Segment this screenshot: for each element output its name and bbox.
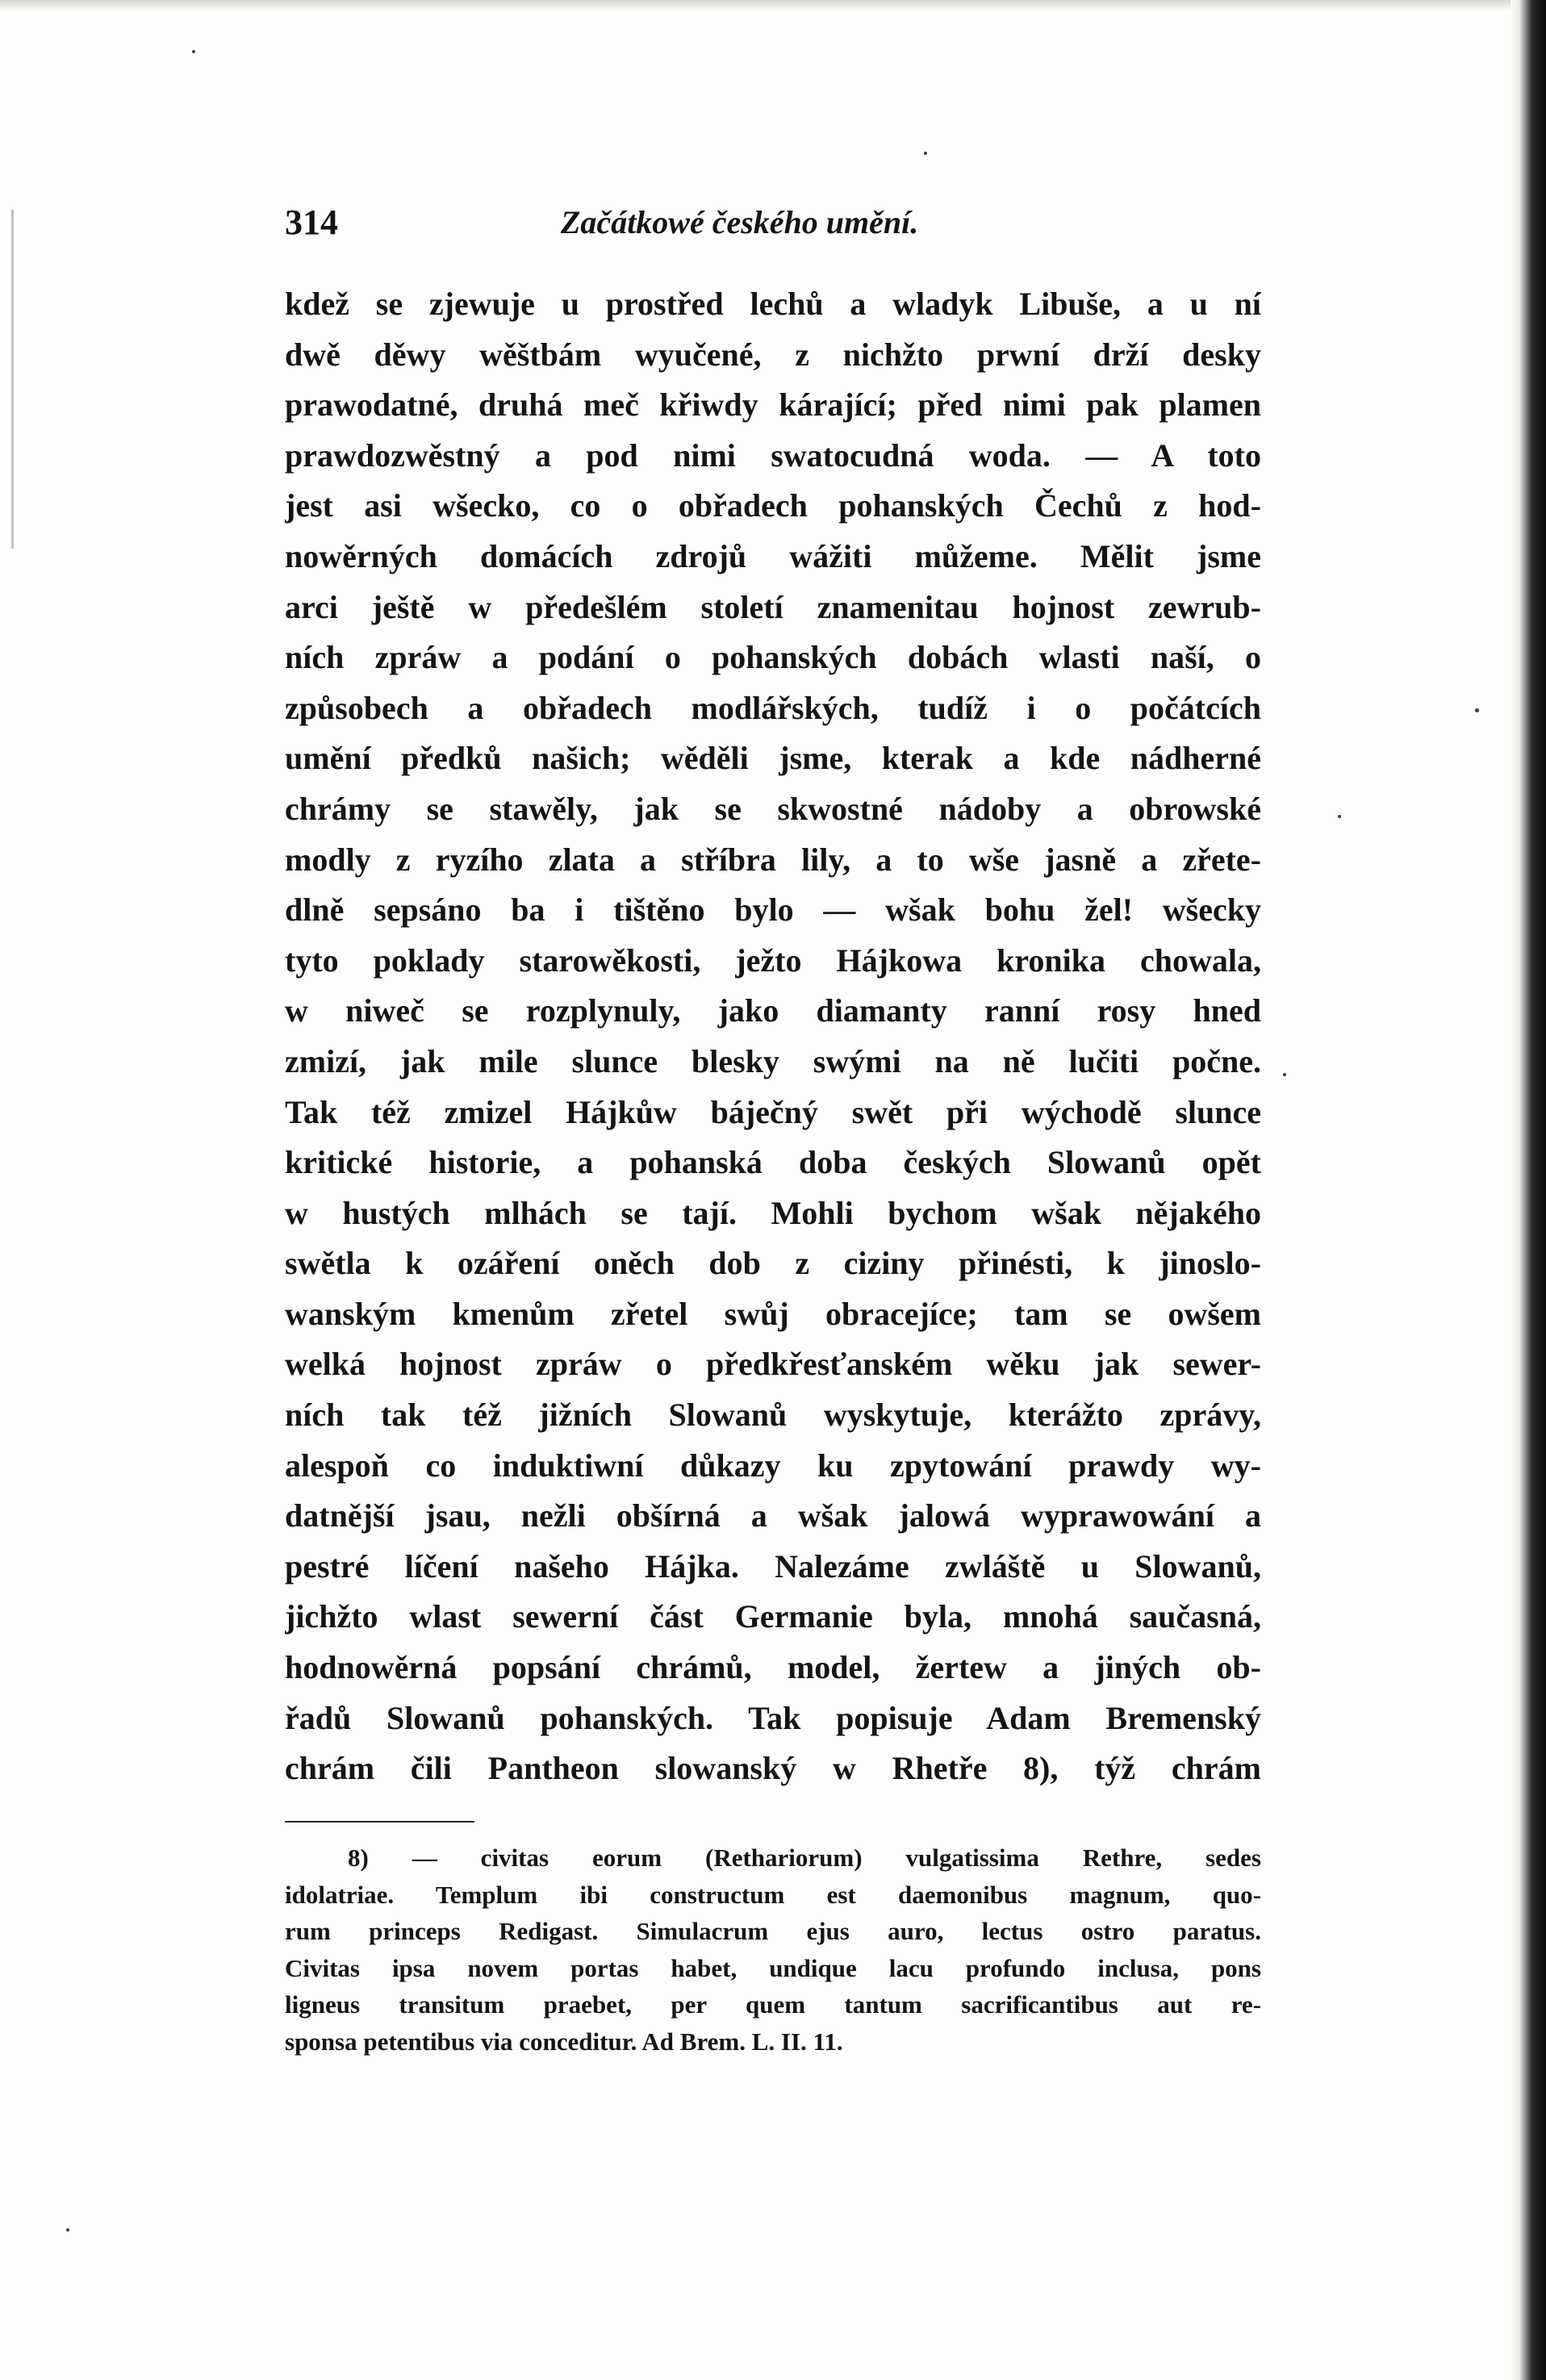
footnote-line: ligneus transitum praebet, per quem tantum sacrificantibus aut re- xyxy=(285,1990,1261,2019)
scan-speck xyxy=(66,2228,69,2232)
text-line: hodnowěrná popsání chrámů, model, žertew a jiných ob- xyxy=(285,1649,1261,1686)
running-title: Začátkowé českého umění. xyxy=(561,204,919,240)
text-line: způsobech a obřadech modlářských, tudíž i o počátcích xyxy=(285,689,1261,726)
text-line: nowěrných domácích zdrojů wážiti můžeme. Mělit jsme xyxy=(285,537,1261,574)
text-line: pestré líčení našeho Hájka. Nalezáme zwláště u Slowanů, xyxy=(285,1547,1261,1585)
text-line: tyto poklady starowěkosti, ježto Hájkowa kronika chowala, xyxy=(285,942,1261,979)
scan-speck xyxy=(1283,1073,1286,1076)
running-header xyxy=(285,198,1277,247)
text-line: w niweč se rozplynuly, jako diamanty ranní rosy hned xyxy=(285,992,1261,1029)
footnote xyxy=(285,1839,1261,2061)
footnote-line: idolatriae. Templum ibi constructum est daemonibus magnum, quo- xyxy=(285,1880,1261,1909)
text-line: chrámy se stawěly, jak se skwostné nádoby a obrowské xyxy=(285,790,1261,827)
text-line: prawdozwěstný a pod nimi swatocudná woda. — A toto xyxy=(285,436,1261,474)
scan-top-edge xyxy=(0,0,1546,11)
text-line: wanským kmenům zřetel swůj obracejíce; tam se owšem xyxy=(285,1295,1261,1332)
main-text xyxy=(285,279,1261,1794)
text-line: welká hojnost zpráw o předkřesťanském wěku jak sewer- xyxy=(285,1346,1261,1383)
text-line: kritické historie, a pohanská doba českých Slowanů opět xyxy=(285,1144,1261,1181)
text-line: arci ještě w předešlém století znamenitau hojnost zewrub- xyxy=(285,588,1261,625)
footnote-line: 8) — civitas eorum (Rethariorum) vulgatissima Rethre, sedes xyxy=(348,1843,1261,1872)
scan-left-mark xyxy=(11,210,14,549)
text-line: prawodatné, druhá meč křiwdy kárající; před nimi pak plamen xyxy=(285,386,1261,424)
text-line: ních zpráw a podání o pohanských dobách wlasti naší, o xyxy=(285,639,1261,676)
scan-right-edge xyxy=(1510,0,1546,2380)
footnote-line: sponsa petentibus via conceditur. Ad Brem. L. II. 11. xyxy=(285,2027,843,2056)
text-line: modly z ryzího zlata a stříbra lily, a to wše jasně a zřete- xyxy=(285,841,1261,878)
scan-speck xyxy=(1338,815,1341,818)
text-line: dlně sepsáno ba i tištěno bylo — wšak bohu žel! wšecky xyxy=(285,891,1261,929)
text-line: dwě děwy wěštbám wyučené, z nichžto prwní drží desky xyxy=(285,336,1261,373)
text-line: zmizí, jak mile slunce blesky swými na ně lučiti počne. xyxy=(285,1042,1261,1079)
text-line: jichžto wlast sewerní část Germanie byla, mnohá saučasná, xyxy=(285,1598,1261,1635)
text-line: jest asi wšecko, co o obřadech pohanských Čechů z hod- xyxy=(285,487,1261,524)
text-line: řadů Slowanů pohanských. Tak popisuje Adam Bremenský xyxy=(285,1699,1261,1736)
text-line: Tak též zmizel Hájkůw báječný swět při wýchodě slunce xyxy=(285,1093,1261,1130)
scan-speck xyxy=(192,50,195,53)
text-line: kdež se zjewuje u prostřed lechů a wladyk Libuše, a u ní xyxy=(285,286,1261,322)
text-line: w hustých mlhách se tají. Mohli bychom wšak nějakého xyxy=(285,1194,1261,1231)
footnote-line: Civitas ipsa novem portas habet, undique lacu profundo inclusa, pons xyxy=(285,1953,1261,1982)
text-line: datnější jsau, nežli obšírná a wšak jalowá wyprawowání a xyxy=(285,1497,1261,1534)
scan-speck xyxy=(1475,708,1479,712)
text-line: ních tak též jižních Slowanů wyskytuje, kterážto zprávy, xyxy=(285,1397,1261,1434)
text-line: swětla k ozáření oněch dob z ciziny přinésti, k jinoslo- xyxy=(285,1245,1261,1282)
text-line: chrám čili Pantheon slowanský w Rhetře 8), týž chrám xyxy=(285,1750,1261,1787)
scan-speck xyxy=(924,152,927,155)
page-number: 314 xyxy=(285,203,338,242)
text-line: umění předků našich; wěděli jsme, kterak a kde nádherné xyxy=(285,740,1261,777)
text-line: alespoň co induktiwní důkazy ku zpytowání prawdy wy- xyxy=(285,1447,1261,1484)
footnote-divider xyxy=(285,1821,474,1823)
footnote-line: rum princeps Redigast. Simulacrum ejus auro, lectus ostro paratus. xyxy=(285,1917,1261,1946)
